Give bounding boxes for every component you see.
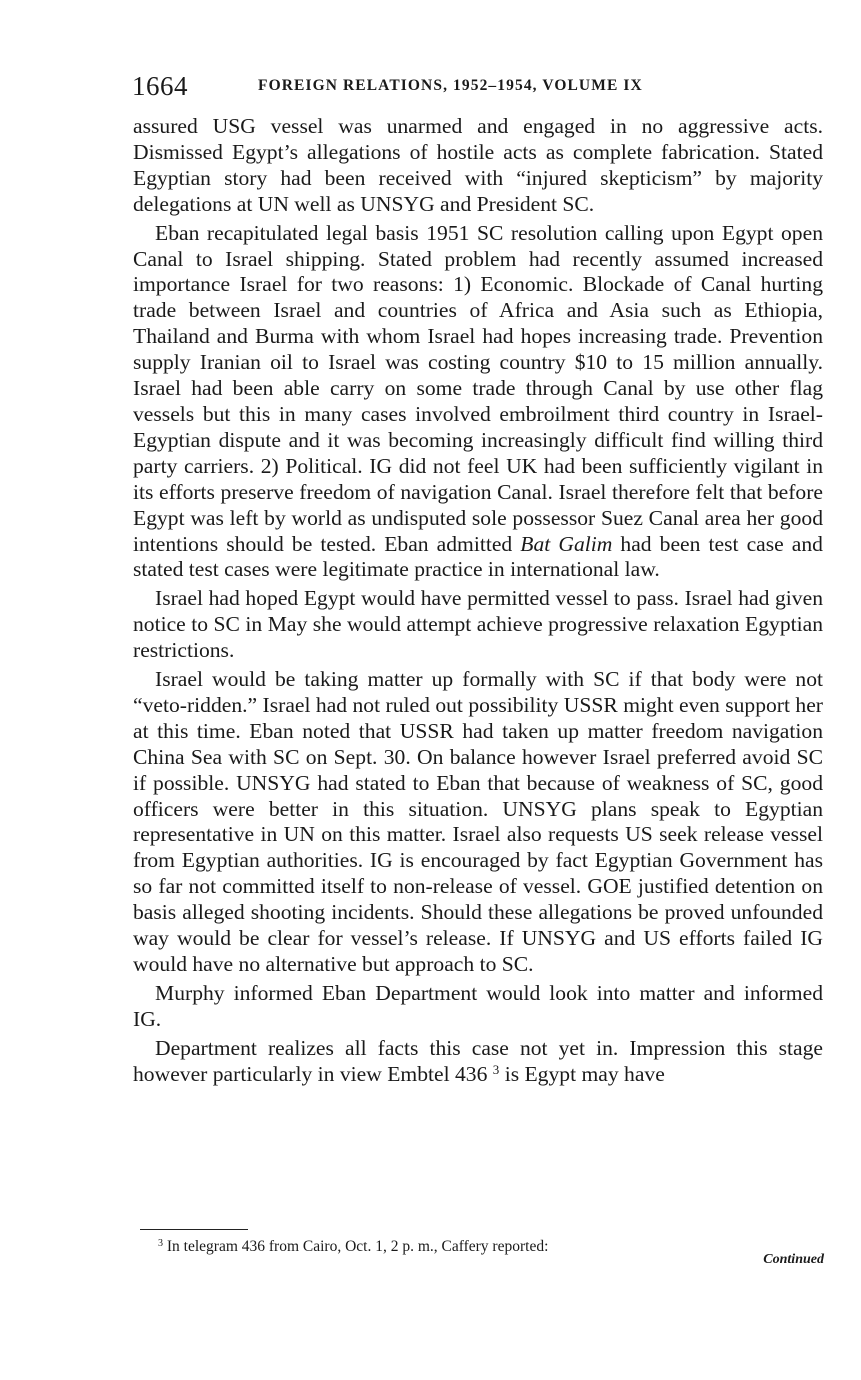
running-title: FOREIGN RELATIONS, 1952–1954, VOLUME IX xyxy=(258,77,643,94)
paragraph: assured USG vessel was unarmed and engaged in no aggressive acts. Dismissed Egypt’s allegations of hostile acts as complete fabrication. Stated Egyptian story had been received with “injured skepticism” by majority delegations at UN well as UNSYG and President SC. xyxy=(133,114,823,216)
continued-label: Continued xyxy=(763,1252,824,1267)
footnote xyxy=(158,1237,548,1257)
paragraph-text: had been test case and stated test cases were legitimate practice in international law. xyxy=(133,531,823,582)
paragraph xyxy=(133,1036,823,1088)
running-head xyxy=(132,70,824,104)
footnote-reference: 3 xyxy=(492,1061,500,1077)
footnote-divider xyxy=(140,1229,248,1230)
paragraph xyxy=(133,221,823,584)
page-number: 1664 xyxy=(132,71,188,101)
vessel-name-italic: Bat Galim xyxy=(520,531,613,556)
footnote-text: In telegram 436 from Cairo, Oct. 1, 2 p. m., Caffery reported: xyxy=(163,1238,549,1255)
paragraph: Murphy informed Eban Department would look into matter and informed IG. xyxy=(133,980,823,1031)
paragraph: Israel had hoped Egypt would have permitted vessel to pass. Israel had given notice to SC in May she would attempt achieve progressive relaxation Egyptian restrictions. xyxy=(133,586,823,663)
body-text xyxy=(133,114,823,1088)
footnote-marker: 3 xyxy=(158,1238,163,1249)
paragraph: Israel would be taking matter up formally with SC if that body were not “veto-ridden.” Israel had not ruled out possibility USSR might even support her at this time. Eban noted that USSR had taken up matter freedom navigation China Sea with SC on Sept. 30. On balance however Israel preferred avoid SC if possible. UNSYG had stated to Eban that because of weakness of SC, good officers were better in this situation. UNSYG plans speak to Egyptian representative in UN on this matter. Israel also requests US seek release vessel from Egyptian authorities. IG is encouraged by fact Egyptian Government has so far not committed itself to non-release of vessel. GOE justified detention on basis alleged shooting incidents. Should these allegations be proved unfounded way would be clear for vessel’s release. If UNSYG and US efforts failed IG would have no alternative but approach to SC. xyxy=(133,667,823,976)
paragraph-text: Eban recapitulated legal basis 1951 SC resolution calling upon Egypt open Canal to Israel shipping. Stated problem had recently assumed increased importance Israel for two reasons: 1) Economic. Blockade of Canal hurting trade between Israel and countries of Africa and Asia such as Ethiopia, Thailand and Burma with whom Israel had hopes increasing trade. Prevention supply Iranian oil to Israel was costing country $10 to 15 million annually. Israel had been able carry on some trade through Canal by use other flag vessels but this in many cases involved embroilment third country in Israel-Egyptian dispute and it was becoming increasingly difficult find willing third party carriers. 2) Political. IG did not feel UK had been sufficiently vigilant in its efforts preserve freedom of navigation Canal. Israel therefore felt that before Egypt was left by world as undisputed sole possessor Suez Canal area her good intentions should be tested. Eban admitted xyxy=(133,220,823,556)
paragraph-text: is Egypt may have xyxy=(499,1061,665,1086)
paragraph-text: Department realizes all facts this case not yet in. Impression this stage however particularly in view Embtel 436 xyxy=(133,1035,823,1086)
